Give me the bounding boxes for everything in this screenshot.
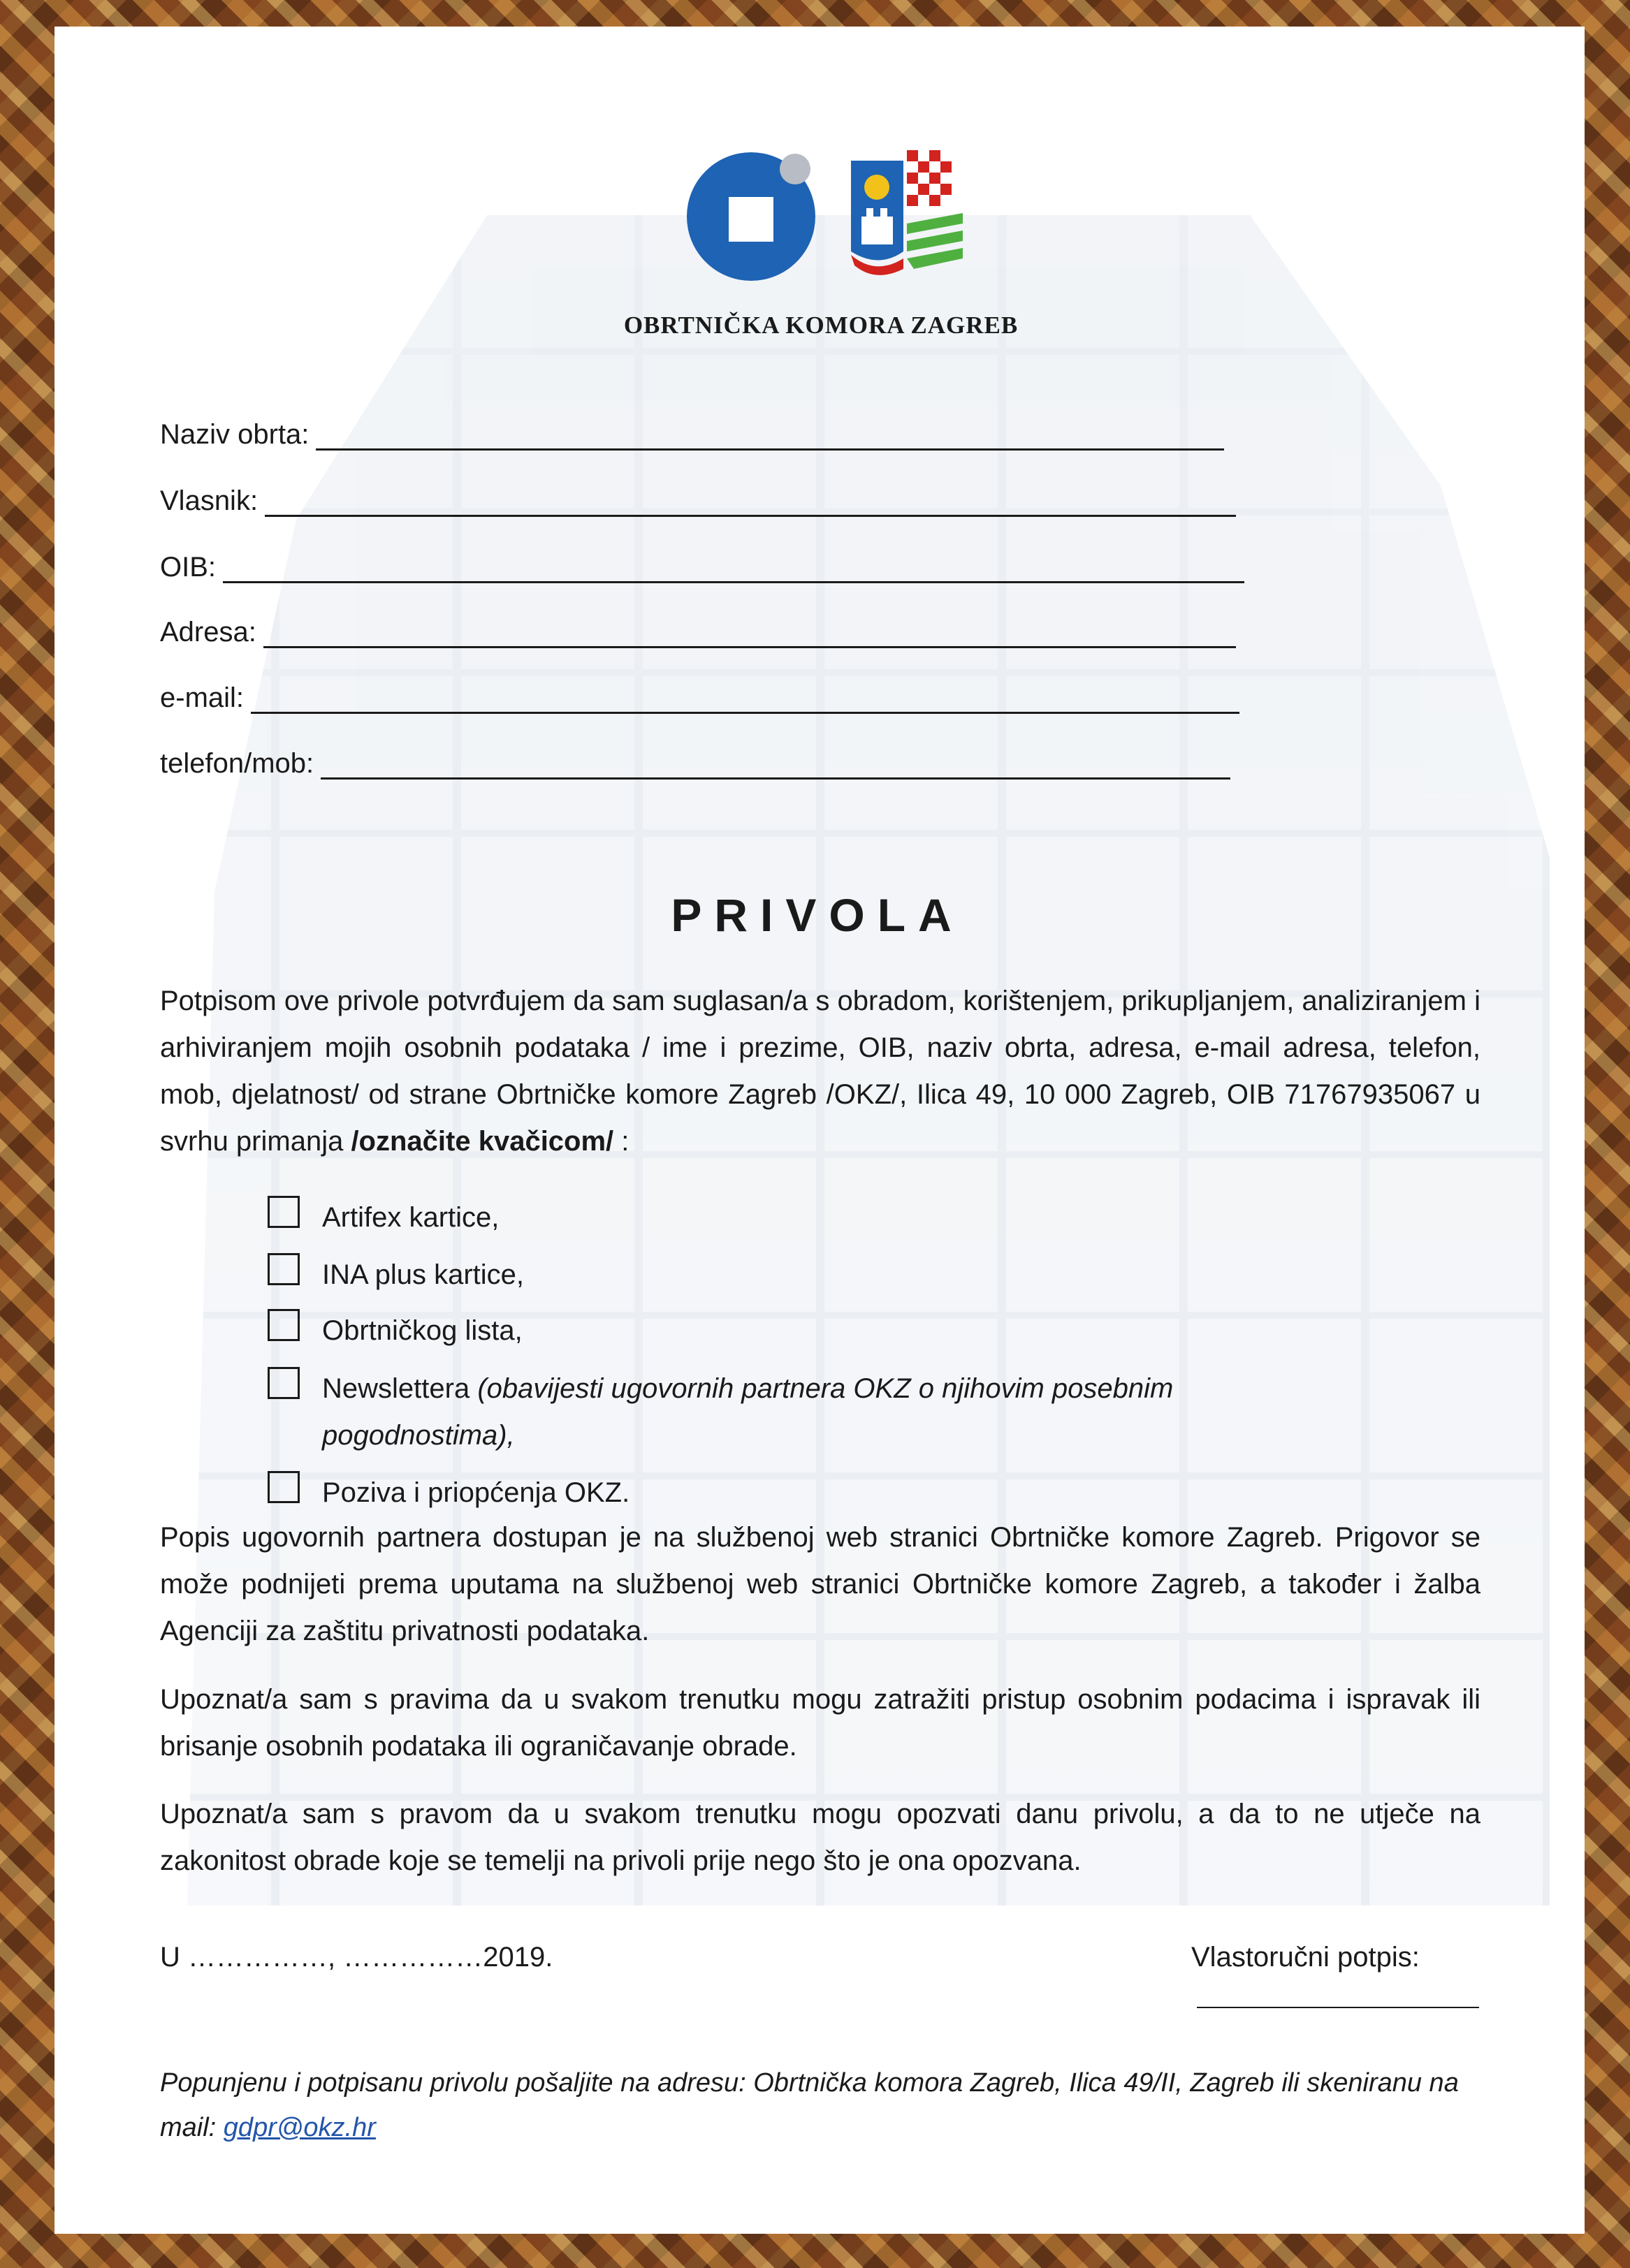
field-label: telefon/mob: (160, 748, 314, 779)
option-artifex[interactable] (268, 1200, 1412, 1235)
option-ina-plus[interactable] (268, 1257, 1412, 1292)
field-input-line[interactable] (223, 550, 1244, 583)
intro-text: Potpisom ove privole potvrđujem da sam suglasan/a s obradom, korištenjem, prikupljanjem, analiziranjem i arhiviranjem mojih osobnih podataka / ime i prezime, OIB, naziv obrta, adresa, e-mail adresa, telefon, mob, djelatnost/ od strane Obrtničke komore Zagreb /OKZ/, Ilica 49, 10 000 Zagreb, OIB 71767935067 u svrhu primanja (160, 986, 1480, 1157)
field-email[interactable] (160, 672, 1239, 714)
intro-tail: : (613, 1126, 630, 1157)
organization-name: OBRTNIČKA KOMORA ZAGREB (623, 312, 1019, 339)
field-label: Naziv obrta: (160, 419, 310, 450)
field-input-line[interactable] (265, 484, 1236, 517)
field-label: OIB: (160, 552, 217, 583)
field-input-line[interactable] (251, 681, 1239, 714)
option-label: Newslettera (obavijesti ugovornih partnera OKZ o njihovim posebnim pogodnostima), (322, 1373, 1174, 1451)
field-input-line[interactable] (316, 418, 1224, 451)
place-date-line: U ……………, ……………2019. (160, 1942, 553, 1973)
field-input-line[interactable] (321, 747, 1230, 780)
checkbox[interactable] (268, 1471, 300, 1503)
field-naziv-obrta[interactable] (160, 409, 1224, 451)
signature-line[interactable] (1197, 2007, 1479, 2008)
field-oib[interactable] (160, 541, 1244, 583)
checkbox[interactable] (268, 1309, 300, 1341)
okz-logo-icon (685, 147, 824, 286)
option-label: Artifex kartice, (322, 1202, 500, 1233)
option-label: Poziva i priopćenja OKZ. (322, 1477, 630, 1508)
checkbox[interactable] (268, 1367, 300, 1399)
field-label: Vlasnik: (160, 485, 259, 516)
field-adresa[interactable] (160, 606, 1236, 648)
footer-note (160, 2061, 1480, 2150)
zagreb-coat-of-arms-icon (837, 147, 970, 286)
field-telefon[interactable] (160, 738, 1230, 780)
footer-text: Popunjenu i potpisanu privolu pošaljite na adresu: Obrtnička komora Zagreb, Ilica 49/II, Zagreb ili skeniranu na mail: (160, 2068, 1459, 2142)
checkbox[interactable] (268, 1196, 300, 1228)
signature-label: Vlastoručni potpis: (1191, 1942, 1420, 1973)
option-obrtnicki-list[interactable] (268, 1313, 1412, 1348)
logo-group (685, 147, 978, 286)
withdrawal-paragraph: Upoznat/a sam s pravom da u svakom trenutku mogu opozvati danu privolu, a da to ne utječe na zakonitost obrade koje se temelji na privoli prije nego što je ona opozvana. (160, 1799, 1480, 1876)
checkbox[interactable] (268, 1253, 300, 1285)
field-label: Adresa: (160, 617, 256, 648)
rights-paragraph: Upoznat/a sam s pravima da u svakom trenutku mogu zatražiti pristup osobnim podacima i ispravak ili brisanje osobnih podataka ili ograničavanje obrade. (160, 1684, 1480, 1762)
intro-paragraph (160, 978, 1480, 1165)
field-label: e-mail: (160, 682, 245, 713)
option-pozivi-priopcenja[interactable] (268, 1475, 1412, 1510)
option-label: INA plus kartice, (322, 1259, 525, 1290)
field-input-line[interactable] (263, 615, 1236, 648)
option-note: (obavijesti ugovornih partnera OKZ o njihovim posebnim pogodnostima), (322, 1373, 1174, 1451)
footer-email-link[interactable]: gdpr@okz.hr (223, 2113, 376, 2142)
option-newsletter[interactable] (268, 1371, 1370, 1459)
intro-emphasis: /označite kvačicom/ (351, 1126, 614, 1157)
partners-paragraph: Popis ugovornih partnera dostupan je na službenoj web stranici Obrtničke komore Zagreb. Prigovor se može podnijeti prema uputama na službenoj web stranici Obrtničke komore Zagreb, a također i žalba Agenciji za zaštitu privatnosti podataka. (160, 1522, 1480, 1646)
option-label: Obrtničkog lista, (322, 1315, 523, 1346)
document-title: PRIVOLA (671, 889, 964, 941)
field-vlasnik[interactable] (160, 475, 1236, 517)
